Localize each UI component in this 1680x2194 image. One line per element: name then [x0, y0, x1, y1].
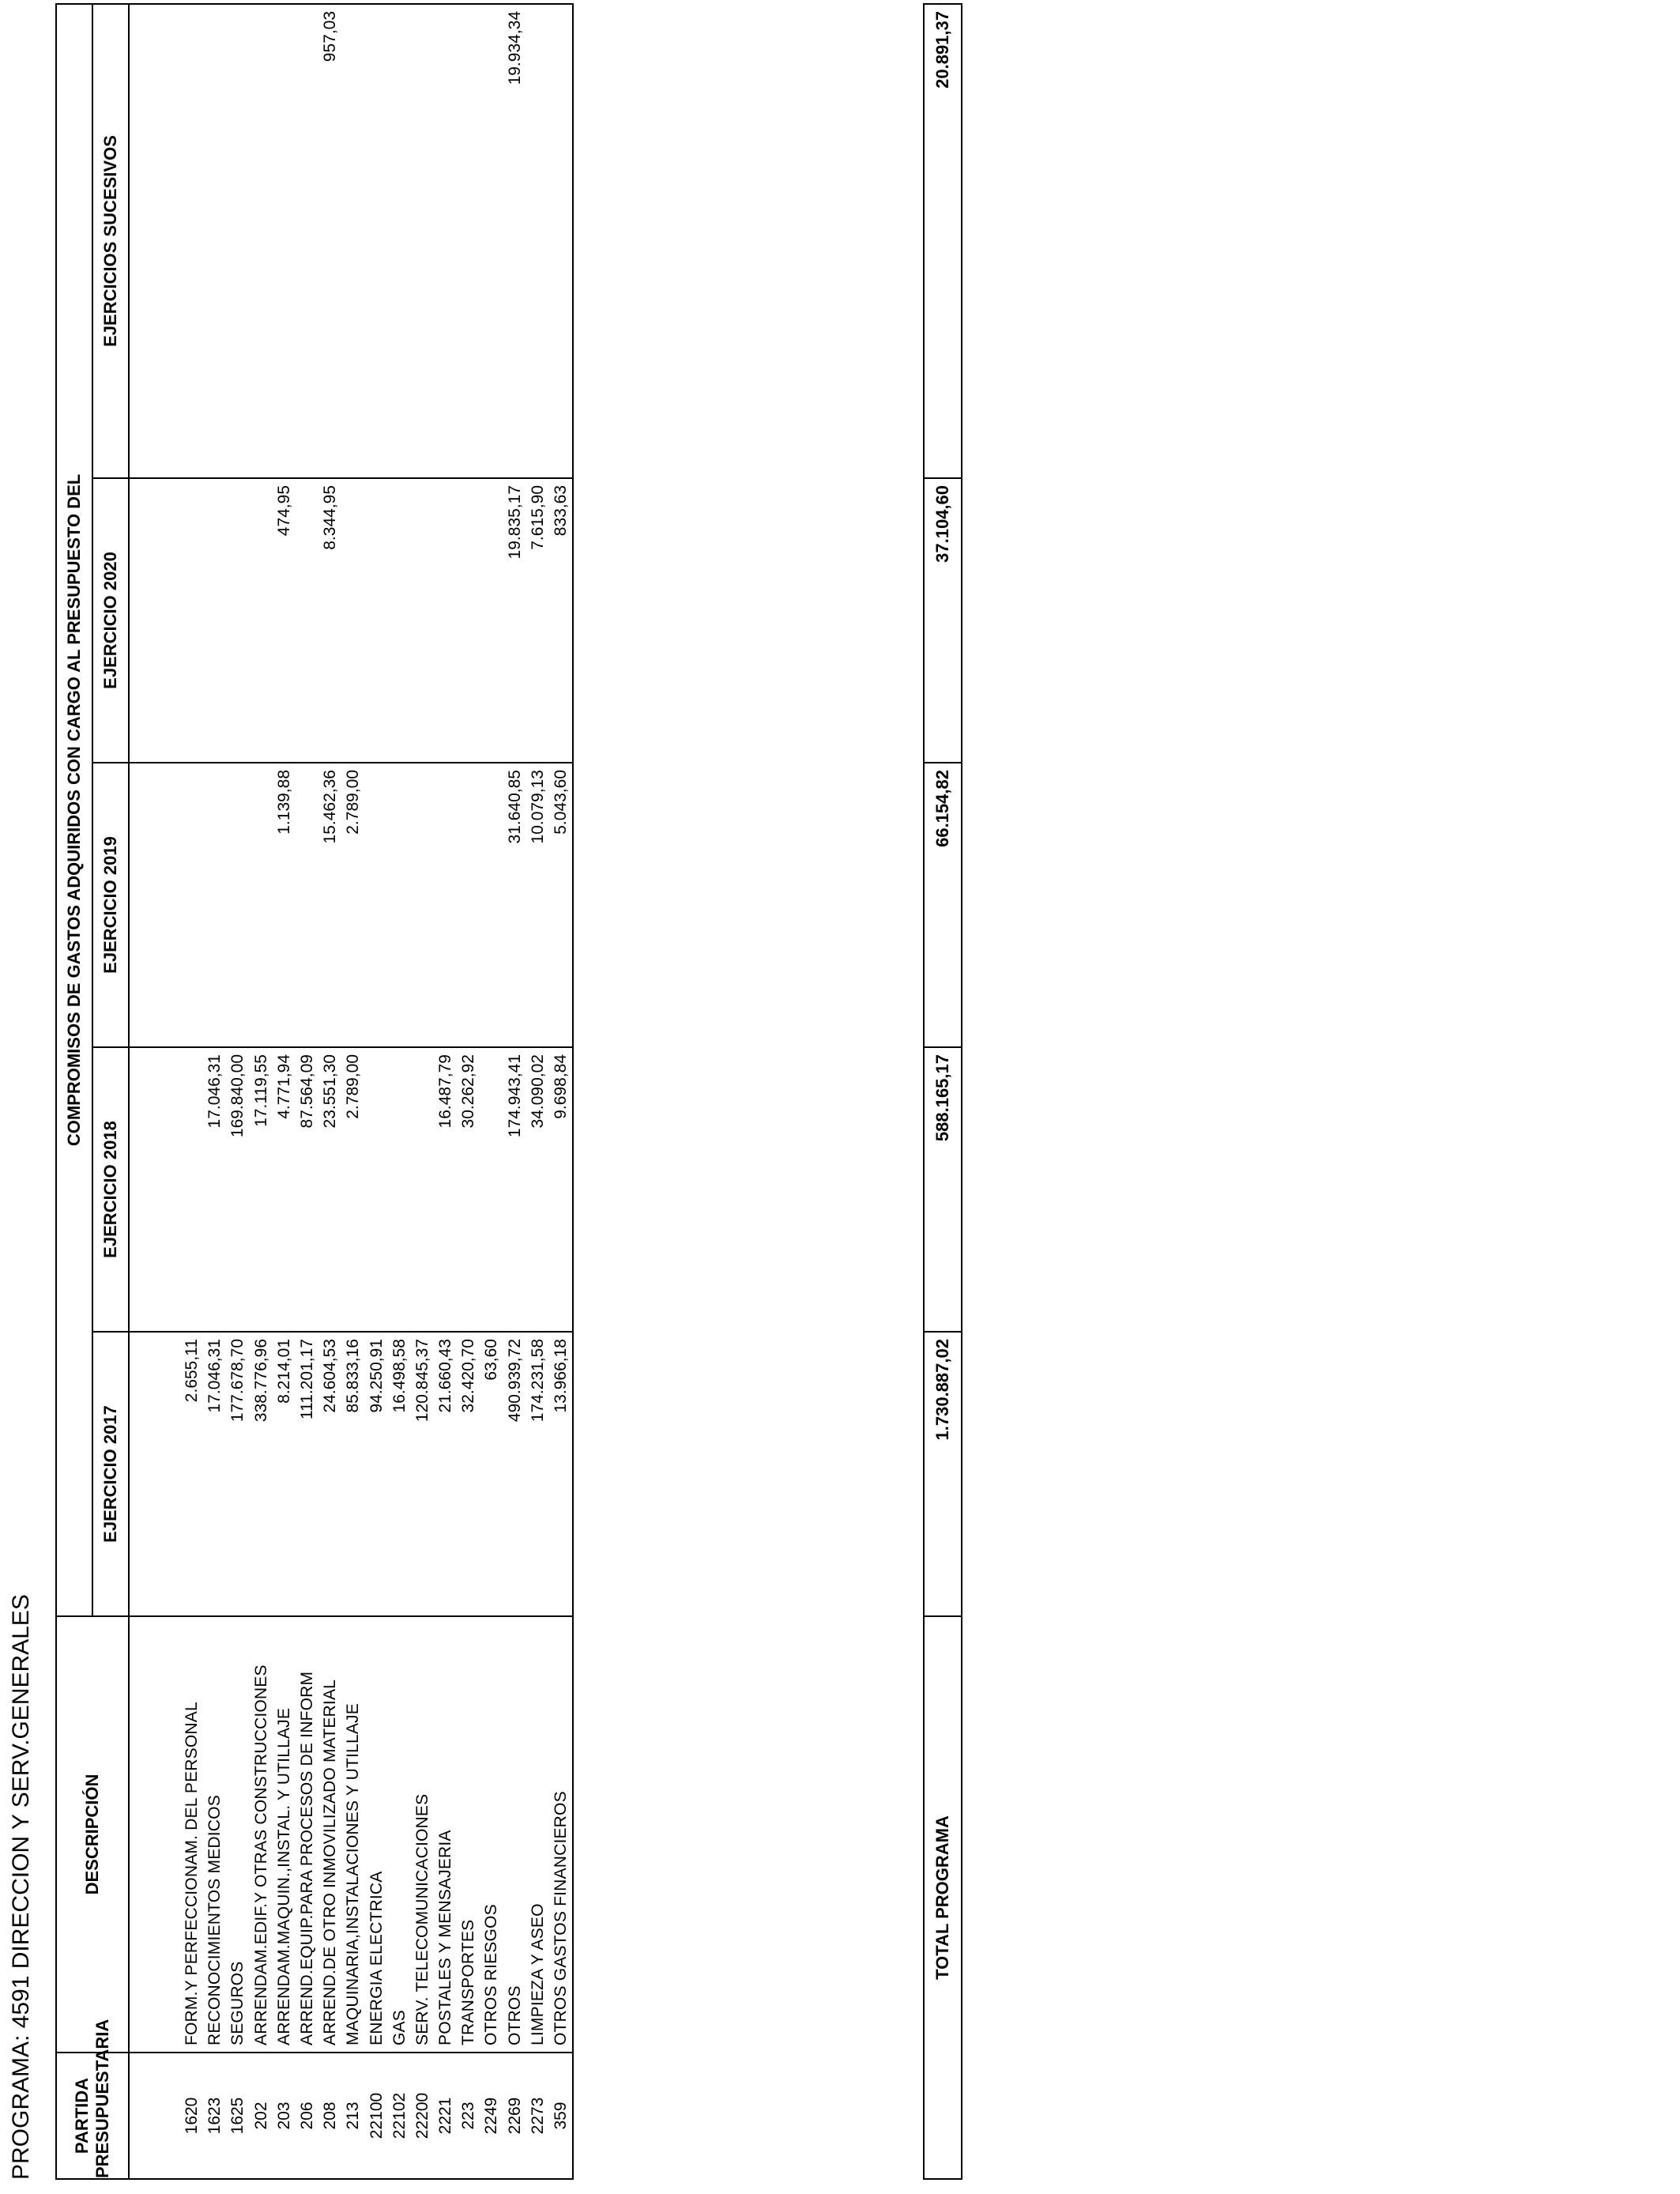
table-cell-ej2017: 177.678,70 [228, 1339, 247, 1423]
table-cell-ej2017: 94.250,91 [367, 1339, 386, 1413]
table-cell-partida: 1625 [228, 2097, 247, 2135]
header-ej2017: EJERCICIO 2017 [92, 1332, 129, 1616]
table-cell-ej2020: 19.835,17 [505, 485, 524, 560]
table-cell-descripcion: SERV. TELECOMUNICACIONES [412, 1793, 431, 2045]
table-cell-ej2019 [434, 763, 457, 1046]
table-cell-ej2020 [341, 479, 364, 762]
table-cell-descripcion: ENERGIA ELECTRICA [367, 1871, 386, 2045]
total-label: TOTAL PROGRAMA [924, 1616, 962, 2179]
table-cell-ej2018: 2.789,00 [344, 1054, 363, 1119]
table-cell-ej2017: 111.201,17 [297, 1339, 316, 1419]
table-cell-ej2018: 30.262,92 [459, 1054, 478, 1129]
table-cell-ej2020 [434, 479, 457, 762]
total-sucesivos: 20.891,37 [924, 4, 962, 478]
table-cell-ej2019 [180, 763, 203, 1046]
table-cell-ej2020 [365, 479, 388, 762]
table-cell-ej2018: 87.564,09 [297, 1054, 316, 1129]
table-cell-ej2020 [203, 479, 226, 762]
table-cell-ej2017: 21.660,43 [436, 1339, 455, 1413]
table-cell-ej2017: 174.231,58 [528, 1339, 547, 1423]
table-cell-descripcion: ARRENDAM.EDIF.Y OTRAS CONSTRUCCIONES [251, 1664, 270, 2045]
table-cell-partida: 22200 [412, 2092, 431, 2139]
table-cell-partida: 22100 [367, 2092, 386, 2139]
table-cell-sucesivos [226, 5, 249, 477]
table-cell-ej2018 [365, 1048, 388, 1331]
page-title: PROGRAMA: 4591 DIRECCION Y SERV.GENERALES [8, 1594, 34, 2180]
table-cell-descripcion: OTROS [505, 1985, 524, 2045]
table-cell-sucesivos [203, 5, 226, 477]
table-cell-ej2019: 10.079,13 [528, 770, 547, 844]
header-descripcion: DESCRIPCIÓN [56, 1616, 129, 2053]
table-cell-ej2020 [296, 479, 318, 762]
col-descripcion [129, 1616, 573, 2053]
col-partida [129, 2053, 573, 2179]
table-cell-descripcion: SEGUROS [228, 1961, 247, 2045]
table-cell-ej2018: 17.046,31 [205, 1054, 224, 1129]
table-cell-sucesivos [480, 5, 503, 477]
table-cell-ej2019 [365, 763, 388, 1046]
table-cell-ej2020 [250, 479, 273, 762]
table-cell-ej2019: 2.789,00 [344, 770, 363, 835]
header-ej2020: EJERCICIO 2020 [92, 478, 129, 763]
col-ej2019 [129, 763, 573, 1047]
table-cell-ej2020 [226, 479, 249, 762]
table-cell-ej2020: 833,63 [552, 485, 570, 537]
table-cell-partida: 2221 [436, 2097, 455, 2135]
table-cell-partida: 2273 [528, 2097, 547, 2135]
table-cell-ej2018: 16.487,79 [436, 1054, 455, 1129]
table-cell-ej2020: 7.615,90 [528, 485, 547, 550]
table-cell-ej2017: 120.845,37 [412, 1339, 431, 1423]
table-cell-descripcion: POSTALES Y MENSAJERIA [436, 1830, 455, 2045]
table-cell-ej2018: 174.943,41 [505, 1054, 524, 1138]
table-cell-partida: 2269 [505, 2097, 524, 2135]
table-cell-sucesivos [296, 5, 318, 477]
table-cell-descripcion: FORM.Y PERFECCIONAM. DEL PERSONAL [183, 1702, 201, 2045]
table-cell-sucesivos [549, 5, 572, 477]
table-cell-ej2020 [180, 479, 203, 762]
table-cell-ej2019 [296, 763, 318, 1046]
table-cell-descripcion: ARRENDAM.MAQUIN.,INSTAL. Y UTILLAJE [274, 1707, 293, 2045]
table-cell-ej2020: 8.344,95 [321, 485, 340, 550]
table-cell-ej2019 [250, 763, 273, 1046]
table-cell-ej2018 [180, 1048, 203, 1331]
table-cell-ej2019 [226, 763, 249, 1046]
header-partida: PARTIDA PRESUPUESTARIA [56, 2053, 129, 2179]
col-sucesivos [129, 4, 573, 478]
table-cell-descripcion: GAS [390, 2010, 409, 2045]
table-cell-ej2018: 4.771,94 [274, 1054, 293, 1119]
table-cell-partida: 359 [552, 2102, 570, 2130]
table-cell-ej2018 [480, 1048, 503, 1331]
table-cell-ej2017: 2.655,11 [183, 1339, 201, 1403]
table-cell-sucesivos [341, 5, 364, 477]
table-cell-ej2020 [457, 479, 480, 762]
table-cell-ej2019 [411, 763, 434, 1046]
table-cell-sucesivos [434, 5, 457, 477]
table-cell-partida: 203 [274, 2102, 293, 2130]
table-cell-partida: 202 [251, 2102, 270, 2130]
table-cell-ej2018: 17.119,55 [251, 1054, 270, 1127]
table-cell-ej2017: 24.604,53 [321, 1339, 340, 1413]
total-table [923, 3, 962, 2180]
total-row [924, 4, 962, 2179]
table-cell-ej2018: 23.551,30 [321, 1054, 340, 1129]
col-ej2017 [129, 1332, 573, 1616]
table-cell-ej2019 [388, 763, 411, 1046]
table-cell-sucesivos [526, 5, 549, 477]
table-cell-descripcion: MAQUINARIA,INSTALACIONES Y UTILLAJE [344, 1703, 363, 2045]
table-cell-ej2017: 32.420,70 [459, 1339, 478, 1413]
table-cell-descripcion: ARREND.EQUIP.PARA PROCESOS DE INFORM [297, 1671, 316, 2045]
table-cell-sucesivos [273, 5, 296, 477]
table-cell-partida: 2249 [482, 2097, 501, 2135]
table-cell-ej2017: 338.776,96 [251, 1339, 270, 1423]
table-cell-partida: 206 [297, 2102, 316, 2130]
col-ej2020 [129, 478, 573, 763]
table-cell-descripcion: RECONOCIMIENTOS MEDICOS [205, 1795, 224, 2045]
header-group: COMPROMISOS DE GASTOS ADQUIRIDOS CON CARGO AL PRESUPUESTO DEL [56, 4, 92, 1616]
table-cell-sucesivos [180, 5, 203, 477]
table-cell-ej2017: 13.966,18 [552, 1339, 570, 1413]
table-cell-ej2017: 85.833,16 [344, 1339, 363, 1413]
header-sucesivos: EJERCICIOS SUCESIVOS [92, 4, 129, 478]
table-cell-ej2019 [203, 763, 226, 1046]
table-cell-ej2018: 34.090,02 [528, 1054, 547, 1129]
table-cell-ej2017: 17.046,31 [205, 1339, 224, 1413]
table-cell-ej2018: 9.698,84 [552, 1054, 570, 1119]
table-cell-ej2017: 16.498,58 [390, 1339, 409, 1413]
table-cell-sucesivos: 19.934,34 [505, 10, 524, 85]
table-cell-partida: 223 [459, 2102, 478, 2130]
table-cell-ej2020 [480, 479, 503, 762]
total-ej2020: 37.104,60 [924, 478, 962, 763]
commitments-table [55, 3, 574, 2180]
table-cell-descripcion: OTROS RIESGOS [482, 1904, 501, 2045]
table-cell-ej2018 [411, 1048, 434, 1331]
table-body [129, 4, 573, 2179]
table-cell-ej2017: 8.214,01 [274, 1339, 293, 1404]
table-cell-ej2019: 31.640,85 [505, 770, 524, 844]
table-cell-descripcion: ARREND.DE OTRO INMOVILIZADO MATERIAL [321, 1679, 340, 2045]
table-cell-ej2017: 63,60 [482, 1339, 501, 1381]
table-cell-partida: 22102 [390, 2092, 409, 2139]
table-cell-partida: 213 [344, 2102, 363, 2130]
table-cell-descripcion: OTROS GASTOS FINANCIEROS [552, 1791, 570, 2045]
table-cell-ej2018 [388, 1048, 411, 1331]
table-cell-ej2020 [388, 479, 411, 762]
table-cell-partida: 1620 [183, 2097, 201, 2135]
table-cell-sucesivos [388, 5, 411, 477]
table-cell-ej2020 [411, 479, 434, 762]
table-cell-descripcion: TRANSPORTES [459, 1919, 478, 2045]
total-ej2017: 1.730.887,02 [924, 1332, 962, 1616]
table-cell-ej2019: 5.043,60 [552, 770, 570, 835]
total-ej2019: 66.154,82 [924, 763, 962, 1047]
table-cell-sucesivos [457, 5, 480, 477]
table-cell-sucesivos [411, 5, 434, 477]
table-cell-sucesivos [365, 5, 388, 477]
table-cell-ej2019 [457, 763, 480, 1046]
table-cell-descripcion: LIMPIEZA Y ASEO [528, 1903, 547, 2045]
header-ej2018: EJERCICIO 2018 [92, 1047, 129, 1332]
table-cell-partida: 208 [321, 2102, 340, 2130]
col-ej2018 [129, 1047, 573, 1332]
table-cell-ej2019 [480, 763, 503, 1046]
table-cell-ej2019: 15.462,36 [321, 770, 340, 844]
table-cell-sucesivos [250, 5, 273, 477]
header-ej2019: EJERCICIO 2019 [92, 763, 129, 1047]
table-cell-ej2017: 490.939,72 [505, 1339, 524, 1423]
table-cell-partida: 1623 [205, 2097, 224, 2135]
table-cell-ej2020: 474,95 [274, 485, 293, 537]
total-ej2018: 588.165,17 [924, 1047, 962, 1332]
table-cell-ej2019: 1.139,88 [274, 770, 293, 835]
table-cell-ej2018: 169.840,00 [228, 1054, 247, 1138]
table-cell-sucesivos: 957,03 [321, 10, 340, 62]
